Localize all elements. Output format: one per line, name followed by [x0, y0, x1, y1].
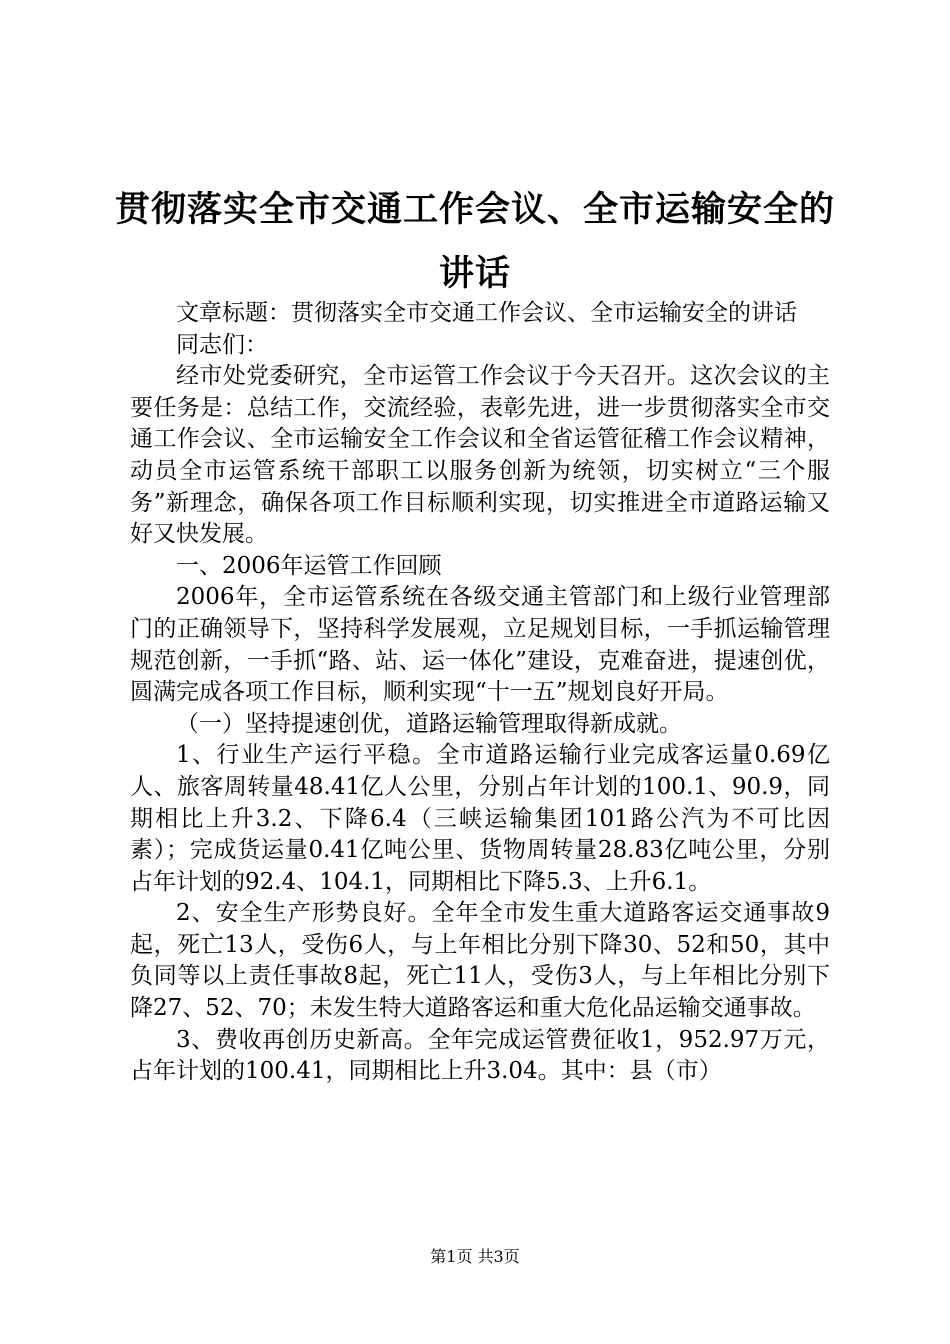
paragraph-item-2: 2、安全生产形势良好。全年全市发生重大道路客运交通事故9起，死亡13人，受伤6人，与上年相比分别下降30、52和50，其中负同等以上责任事故8起，死亡11人，受伤3人，与上年相比分别下降27、52、70；未发生特大道路客运和重大危化品运输交通事故。 — [130, 900, 830, 1022]
paragraph-intro: 经市处党委研究，全市运管工作会议于今天召开。这次会议的主要任务是：总结工作，交流经验，表彰先进，进一步贯彻落实全市交通工作会议、全市运输安全工作会议和全省运管征稽工作会议精神，动员全市运管系统干部职工以服务创新为统领，切实树立“三个服务”新理念，确保各项工作目标顺利实现，切实推进全市道路运输又好又快发展。 — [130, 363, 830, 548]
paragraph-item-1: 1、行业生产运行平稳。全市道路运输行业完成客运量0.69亿人、旅客周转量48.41亿人公里，分别占年计划的100.1、90.9，同期相比上升3.2、下降6.4（三峡运输集团101路公汽为不可比因素）；完成货运量0.41亿吨公里、货物周转量28.83亿吨公里，分别占年计划的92.4、104.1，同期相比下降5.3、上升6.1。 — [130, 742, 830, 895]
page-footer: 第1页 共3页 — [430, 1247, 520, 1266]
document-body — [130, 298, 830, 1088]
paragraph-overview: 2006年，全市运管系统在各级交通主管部门和上级行业管理部门的正确领导下，坚持科学发展观，立足规划目标，一手抓运输管理规范创新，一手抓“路、站、运一体化”建设，克难奋进，提速创优，圆满完成各项工作目标，顺利实现“十一五”规划良好开局。 — [130, 584, 830, 706]
section-heading-review: 一、2006年运管工作回顾 — [176, 552, 442, 579]
document-title: 贯彻落实全市交通工作会议、全市运输安全的讲话 — [114, 190, 835, 294]
paragraph-article-title: 文章标题：贯彻落实全市交通工作会议、全市运输安全的讲话 — [176, 300, 797, 326]
paragraph-salutation: 同志们： — [176, 331, 268, 358]
paragraph-item-3: 3、费收再创历史新高。全年完成运管费征收1，952.97万元，占年计划的100.41，同期相比上升3.04。其中：县（市） — [130, 1026, 830, 1085]
subsection-heading: （一）坚持提速创优，道路运输管理取得新成就。 — [176, 710, 682, 737]
